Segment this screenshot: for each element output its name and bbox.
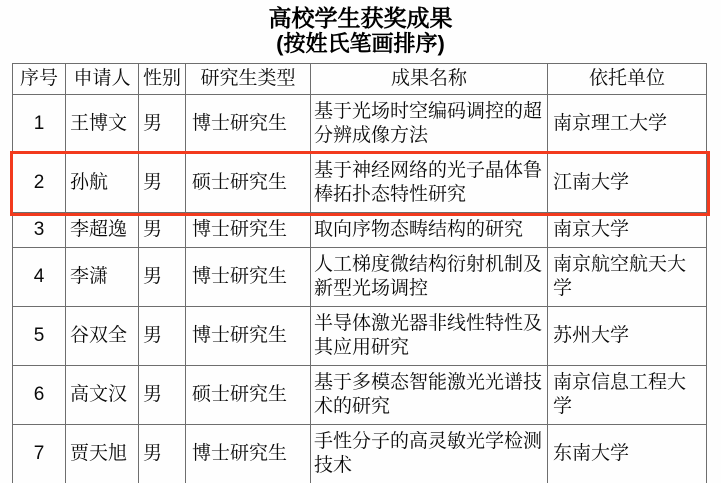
cell-achievement: 取向序物态畴结构的研究 — [311, 213, 548, 248]
table-row — [13, 425, 707, 483]
table-row — [13, 307, 707, 366]
cell-no: 2 — [13, 154, 66, 213]
cell-achievement: 半导体激光器非线性特性及其应用研究 — [311, 307, 548, 366]
results-table — [12, 63, 707, 483]
cell-no: 4 — [13, 248, 66, 307]
cell-applicant: 李潇 — [66, 248, 139, 307]
cell-achievement: 基于光场时空编码调控的超分辨成像方法 — [311, 95, 548, 154]
cell-no: 1 — [13, 95, 66, 154]
cell-institution: 江南大学 — [548, 154, 707, 213]
cell-gender: 男 — [139, 366, 186, 425]
cell-achievement: 基于多模态智能激光光谱技术的研究 — [311, 366, 548, 425]
cell-gender: 男 — [139, 425, 186, 483]
table-row — [13, 154, 707, 213]
cell-gender: 男 — [139, 154, 186, 213]
cell-applicant: 孙航 — [66, 154, 139, 213]
col-header-no: 序号 — [13, 64, 66, 95]
table-row — [13, 366, 707, 425]
cell-gender: 男 — [139, 248, 186, 307]
cell-type: 博士研究生 — [186, 95, 311, 154]
cell-achievement: 手性分子的高灵敏光学检测技术 — [311, 425, 548, 483]
col-header-type: 研究生类型 — [186, 64, 311, 95]
cell-type: 博士研究生 — [186, 307, 311, 366]
cell-type: 硕士研究生 — [186, 154, 311, 213]
cell-applicant: 王博文 — [66, 95, 139, 154]
table-row — [13, 248, 707, 307]
cell-institution: 苏州大学 — [548, 307, 707, 366]
cell-gender: 男 — [139, 95, 186, 154]
table-row — [13, 213, 707, 248]
cell-achievement: 基于神经网络的光子晶体鲁棒拓扑态特性研究 — [311, 154, 548, 213]
header-row — [13, 64, 707, 95]
cell-no: 3 — [13, 213, 66, 248]
cell-achievement: 人工梯度微结构衍射机制及新型光场调控 — [311, 248, 548, 307]
cell-type: 硕士研究生 — [186, 366, 311, 425]
cell-institution: 南京理工大学 — [548, 95, 707, 154]
cell-institution: 南京信息工程大学 — [548, 366, 707, 425]
table-row — [13, 95, 707, 154]
col-header-applicant: 申请人 — [66, 64, 139, 95]
cell-type: 博士研究生 — [186, 248, 311, 307]
cell-applicant: 谷双全 — [66, 307, 139, 366]
cell-no: 5 — [13, 307, 66, 366]
cell-no: 7 — [13, 425, 66, 483]
col-header-gender: 性别 — [139, 64, 186, 95]
results-table-body — [13, 95, 707, 483]
cell-type: 博士研究生 — [186, 213, 311, 248]
cell-gender: 男 — [139, 213, 186, 248]
col-header-achievement: 成果名称 — [311, 64, 548, 95]
cell-applicant: 贾天旭 — [66, 425, 139, 483]
cell-institution: 东南大学 — [548, 425, 707, 483]
cell-institution: 南京大学 — [548, 213, 707, 248]
page-subtitle: (按姓氏笔画排序) — [276, 31, 445, 56]
cell-no: 6 — [13, 366, 66, 425]
cell-applicant: 李超逸 — [66, 213, 139, 248]
col-header-institution: 依托单位 — [548, 64, 707, 95]
cell-institution: 南京航空航天大学 — [548, 248, 707, 307]
results-table-header — [13, 64, 707, 95]
cell-applicant: 高文汉 — [66, 366, 139, 425]
cell-gender: 男 — [139, 307, 186, 366]
page-title: 高校学生获奖成果 — [268, 5, 453, 31]
cell-type: 博士研究生 — [186, 425, 311, 483]
